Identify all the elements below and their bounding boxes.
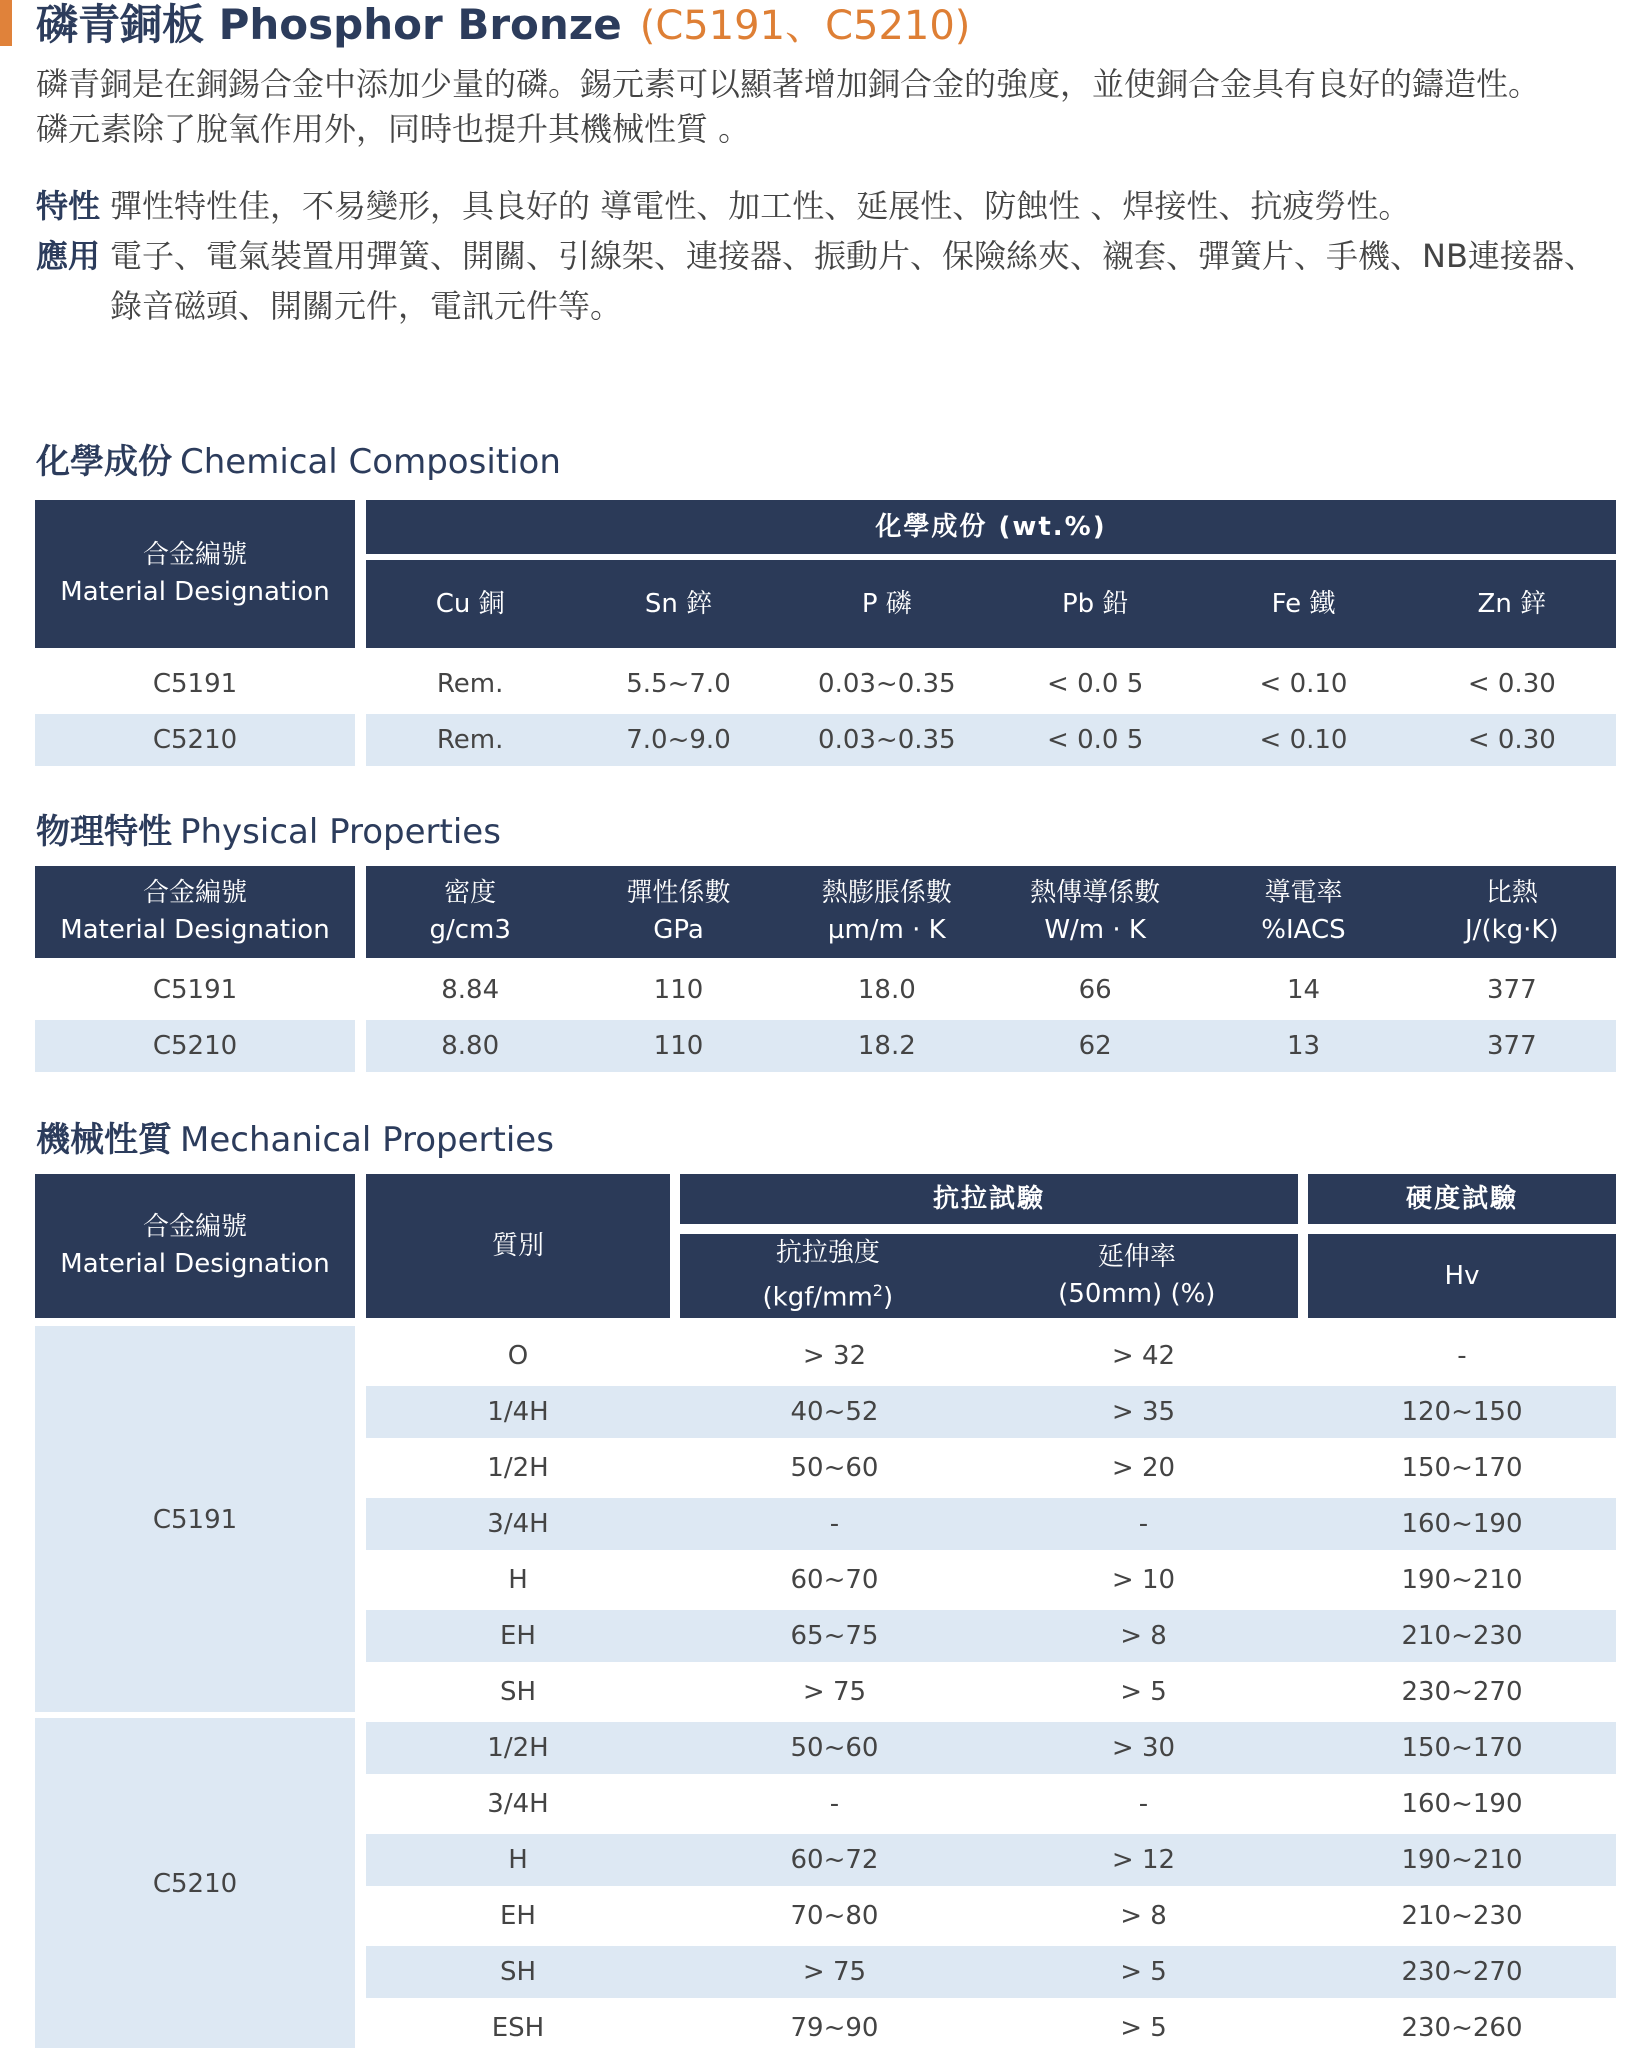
designation-header-line-1: 合金編號 xyxy=(142,878,247,908)
applications-text-2: 錄音磁頭、開關元件，電訊元件等。 xyxy=(110,287,623,325)
table-cell: 18.2 xyxy=(857,1031,916,1061)
hardness-cell: 230~270 xyxy=(1401,1677,1523,1707)
table-cell: 66 xyxy=(1078,975,1112,1005)
elongation-cell: > 8 xyxy=(1120,1901,1167,1931)
strength-unit-close: ) xyxy=(882,1282,894,1313)
intro-line-2: 磷元素除了脫氧作用外，同時也提升其機械性質 。 xyxy=(36,110,751,148)
chemical-col-header: Pb 鉛 xyxy=(991,560,1199,648)
table-cell: < 0.0 5 xyxy=(1047,669,1144,699)
table-cell: 14 xyxy=(1286,975,1321,1005)
hardness-cell: 210~230 xyxy=(1401,1621,1523,1651)
temper-cell: 3/4H xyxy=(487,1509,549,1539)
hardness-cell: 150~170 xyxy=(1401,1733,1523,1763)
applications-text-1: 電子、電氣裝置用彈簧、開關、引線架、連接器、振動片、保險絲夾、襯套、彈簧片、手機、NB連接器、 xyxy=(110,237,1596,275)
strength-cell: 40~52 xyxy=(790,1397,879,1427)
hardness-cell: 190~210 xyxy=(1401,1565,1523,1595)
temper-cell: 1/2H xyxy=(487,1453,549,1483)
hv-header: Hv xyxy=(1308,1234,1616,1318)
temper-cell: SH xyxy=(499,1957,537,1987)
table-cell: 18.0 xyxy=(857,975,916,1005)
designation-header-line-2: Material Designation xyxy=(60,577,330,607)
elongation-cell: > 42 xyxy=(1111,1341,1176,1371)
chemical-col-header: Zn 鋅 xyxy=(1408,560,1616,648)
mechanical-title-en: Mechanical Properties xyxy=(180,1120,554,1160)
physical-title-zh: 物理特性 xyxy=(36,812,172,852)
mechanical-title-zh: 機械性質 xyxy=(36,1120,172,1160)
table-cell: 110 xyxy=(653,1031,704,1061)
table-cell: < 0.30 xyxy=(1467,669,1556,699)
physical-col-header-line-2: %IACS xyxy=(1261,915,1346,945)
table-cell: 8.80 xyxy=(441,1031,500,1061)
page-title xyxy=(36,0,970,50)
material-name: C5210 xyxy=(152,725,238,755)
physical-col-header xyxy=(991,866,1199,958)
elongation-cell: > 8 xyxy=(1120,1621,1167,1651)
strength-unit-text: (kgf/mm xyxy=(762,1282,873,1313)
table-cell: 0.03~0.35 xyxy=(818,669,956,699)
table-cell: 377 xyxy=(1487,1031,1537,1061)
strength-cell: > 75 xyxy=(802,1957,867,1987)
elongation-header-unit: (50mm) (%) xyxy=(1058,1279,1216,1309)
temper-cell: O xyxy=(507,1341,529,1371)
table-cell: 8.84 xyxy=(441,975,500,1005)
strength-cell: 50~60 xyxy=(790,1733,879,1763)
applications-row xyxy=(36,232,1596,280)
strength-cell: - xyxy=(829,1509,840,1539)
features-label: 特性 xyxy=(36,187,101,225)
elongation-cell: - xyxy=(1138,1789,1149,1819)
designation-header-line-2: Material Designation xyxy=(60,1249,330,1279)
elongation-header-zh: 延伸率 xyxy=(1097,1242,1176,1272)
elongation-cell: > 35 xyxy=(1111,1397,1176,1427)
strength-header xyxy=(763,1235,894,1317)
temper-cell: EH xyxy=(500,1901,536,1931)
hardness-cell: 160~190 xyxy=(1401,1509,1523,1539)
designation-header-line-1: 合金編號 xyxy=(142,1212,247,1242)
physical-col-header-line-2: µm/m · K xyxy=(827,915,946,945)
chemical-title-en: Chemical Composition xyxy=(180,442,561,482)
physical-col-header xyxy=(1199,866,1407,958)
elongation-header xyxy=(1058,1239,1215,1313)
strength-cell: 65~75 xyxy=(790,1621,879,1651)
designation-header xyxy=(35,1174,355,1318)
material-name: C5191 xyxy=(152,1505,238,1535)
physical-col-header-line-1: 導電率 xyxy=(1264,878,1343,908)
physical-col-header-line-1: 熱膨脹係數 xyxy=(821,878,952,908)
elongation-cell: > 20 xyxy=(1111,1453,1176,1483)
chemical-col-header: Sn 錊 xyxy=(574,560,782,648)
table-cell: 7.0~9.0 xyxy=(626,725,731,755)
strength-header-unit xyxy=(763,1272,894,1317)
elongation-cell: > 5 xyxy=(1120,1677,1167,1707)
physical-col-header-line-1: 比熱 xyxy=(1485,878,1538,908)
table-cell: < 0.0 5 xyxy=(1047,725,1144,755)
temper-cell: 1/2H xyxy=(487,1733,549,1763)
applications-label: 應用 xyxy=(36,237,101,275)
physical-section-title xyxy=(36,804,501,853)
designation-header xyxy=(35,500,355,648)
strength-cell: > 32 xyxy=(802,1341,867,1371)
chemical-group-header: 化學成份 (wt.%) xyxy=(366,500,1616,554)
table-cell: < 0.10 xyxy=(1259,725,1348,755)
table-cell: < 0.10 xyxy=(1259,669,1348,699)
hardness-cell: 160~190 xyxy=(1401,1789,1523,1819)
tensile-group-header: 抗拉試驗 xyxy=(680,1174,1298,1224)
hardness-group-header: 硬度試驗 xyxy=(1308,1174,1616,1224)
hardness-cell: 230~270 xyxy=(1401,1957,1523,1987)
strength-cell: 60~70 xyxy=(790,1565,879,1595)
accent-bar xyxy=(0,0,12,46)
intro-line-1: 磷青銅是在銅錫合金中添加少量的磷。錫元素可以顯著增加銅合金的強度，並使銅合金具有良好的鑄造性。 xyxy=(36,65,1541,103)
physical-col-header-line-2: J/(kg·K) xyxy=(1465,915,1559,945)
chemical-col-header: Cu 銅 xyxy=(366,560,574,648)
temper-cell: 1/4H xyxy=(487,1397,549,1427)
physical-col-header xyxy=(783,866,991,958)
designation-header-line-2: Material Designation xyxy=(60,915,330,945)
chemical-col-header: P 磷 xyxy=(783,560,991,648)
physical-col-header-line-2: W/m · K xyxy=(1044,915,1146,945)
table-cell: Rem. xyxy=(436,669,504,699)
hardness-cell: 120~150 xyxy=(1401,1397,1523,1427)
table-cell: 5.5~7.0 xyxy=(626,669,731,699)
strength-cell: - xyxy=(829,1789,840,1819)
features-text: 彈性特性佳，不易變形，具良好的 導電性、加工性、延展性、防蝕性 、焊接性、抗疲勞性。 xyxy=(110,187,1411,225)
strength-cell: 79~90 xyxy=(790,2013,879,2043)
intro-paragraph xyxy=(36,62,1540,152)
elongation-cell: > 12 xyxy=(1111,1845,1176,1875)
strength-header-zh: 抗拉強度 xyxy=(775,1238,880,1269)
strength-cell: 60~72 xyxy=(790,1845,879,1875)
table-cell: 0.03~0.35 xyxy=(818,725,956,755)
elongation-cell: - xyxy=(1138,1509,1149,1539)
material-name: C5191 xyxy=(152,975,238,1005)
hardness-cell: 230~260 xyxy=(1401,2013,1523,2043)
table-cell: Rem. xyxy=(436,725,504,755)
tensile-subheader xyxy=(680,1234,1298,1318)
strength-cell: > 75 xyxy=(802,1677,867,1707)
hardness-cell: 190~210 xyxy=(1401,1845,1523,1875)
elongation-cell: > 5 xyxy=(1120,2013,1167,2043)
hardness-cell: 150~170 xyxy=(1401,1453,1523,1483)
material-name: C5191 xyxy=(152,669,238,699)
physical-title-en: Physical Properties xyxy=(180,812,501,852)
strength-cell: 50~60 xyxy=(790,1453,879,1483)
chemical-section-title xyxy=(36,434,561,483)
temper-cell: 3/4H xyxy=(487,1789,549,1819)
chemical-title-zh: 化學成份 xyxy=(36,442,172,482)
temper-cell: SH xyxy=(499,1677,537,1707)
elongation-cell: > 30 xyxy=(1111,1733,1176,1763)
features-row xyxy=(36,182,1410,230)
physical-col-header-line-1: 密度 xyxy=(444,878,497,908)
designation-header xyxy=(35,866,355,958)
elongation-cell: > 5 xyxy=(1120,1957,1167,1987)
physical-col-header xyxy=(366,866,574,958)
physical-col-header-line-1: 彈性係數 xyxy=(626,878,731,908)
table-cell: 13 xyxy=(1286,1031,1321,1061)
table-cell: 377 xyxy=(1487,975,1537,1005)
temper-cell: H xyxy=(508,1845,528,1875)
physical-col-header xyxy=(574,866,782,958)
mechanical-section-title xyxy=(36,1112,554,1161)
hardness-cell: - xyxy=(1457,1341,1467,1371)
physical-col-header-line-2: GPa xyxy=(653,915,704,945)
temper-cell: EH xyxy=(500,1621,536,1651)
temper-header: 質別 xyxy=(366,1174,670,1318)
table-cell: 62 xyxy=(1078,1031,1112,1061)
chemical-col-header: Fe 鐵 xyxy=(1199,560,1407,648)
designation-header-line-1: 合金編號 xyxy=(142,540,247,570)
strength-cell: 70~80 xyxy=(790,1901,879,1931)
material-name: C5210 xyxy=(152,1869,238,1899)
title-text: 磷青銅板 Phosphor Bronze xyxy=(36,0,622,49)
table-cell: 110 xyxy=(653,975,704,1005)
physical-col-header-line-1: 熱傳導係數 xyxy=(1030,878,1161,908)
physical-col-header xyxy=(1408,866,1616,958)
material-name: C5210 xyxy=(152,1031,238,1061)
title-codes: (C5191、C5210) xyxy=(639,3,971,49)
table-cell: < 0.30 xyxy=(1467,725,1556,755)
temper-cell: ESH xyxy=(491,2013,545,2043)
physical-col-header-line-2: g/cm3 xyxy=(429,915,511,945)
hardness-cell: 210~230 xyxy=(1401,1901,1523,1931)
elongation-cell: > 10 xyxy=(1111,1565,1176,1595)
temper-cell: H xyxy=(508,1565,528,1595)
strength-unit-sup: 2 xyxy=(872,1281,883,1301)
